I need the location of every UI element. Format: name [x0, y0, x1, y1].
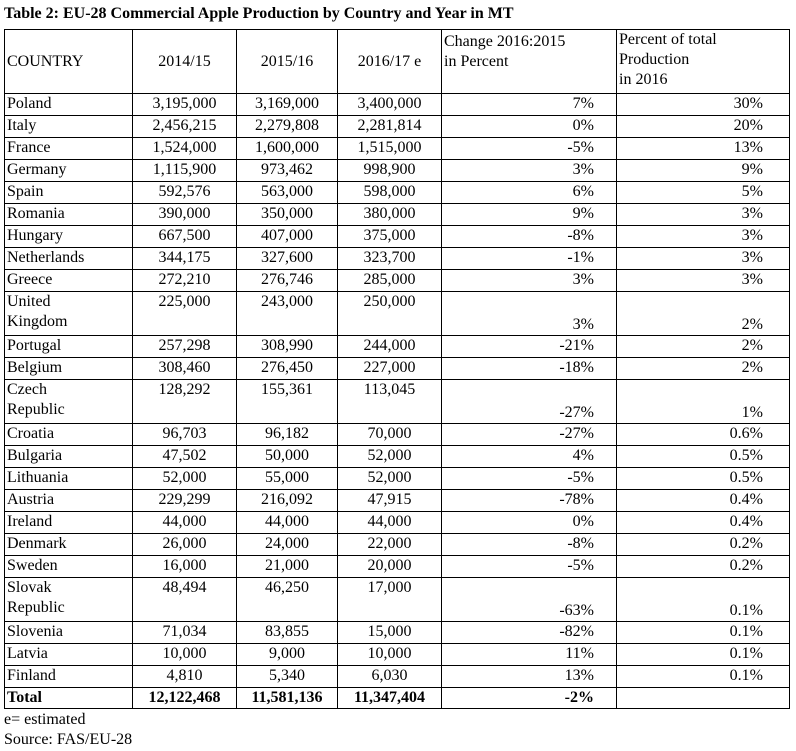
change-percent: 0%: [442, 116, 617, 138]
change-percent: 6%: [442, 182, 617, 204]
value-2016-17: 52,000: [338, 446, 442, 468]
country-cell: [5, 512, 133, 534]
share-of-production: 0.1%: [617, 578, 790, 622]
value-2015-16: 973,462: [237, 160, 338, 182]
value-2015-16: 9,000: [237, 644, 338, 666]
change-percent: -8%: [442, 534, 617, 556]
value-2016-17: 22,000: [338, 534, 442, 556]
table-row: [5, 270, 790, 292]
table-row: [5, 512, 790, 534]
table-row: [5, 622, 790, 644]
value-2016-17: 44,000: [338, 512, 442, 534]
table-body: [5, 94, 790, 688]
value-2015-16: 44,000: [237, 512, 338, 534]
value-2016-17: 285,000: [338, 270, 442, 292]
value-2015-16: 5,340: [237, 666, 338, 688]
total-2015-16: 11,581,136: [237, 688, 338, 709]
value-2015-16: 3,169,000: [237, 94, 338, 116]
value-2014-15: 71,034: [133, 622, 237, 644]
country-cell: [5, 116, 133, 138]
table-row: [5, 468, 790, 490]
header-percent-line1: Percent of total: [619, 31, 717, 48]
share-of-production: 0.2%: [617, 556, 790, 578]
country-name: Romania: [7, 205, 65, 222]
value-2016-17: 52,000: [338, 468, 442, 490]
value-2016-17: 17,000: [338, 578, 442, 622]
value-2016-17: 998,900: [338, 160, 442, 182]
value-2015-16: 350,000: [237, 204, 338, 226]
change-percent: 4%: [442, 446, 617, 468]
value-2014-15: 390,000: [133, 204, 237, 226]
share-of-production: 0.1%: [617, 622, 790, 644]
table-caption: Table 2: EU-28 Commercial Apple Production by Country and Year in MT: [4, 5, 514, 22]
change-percent: -5%: [442, 468, 617, 490]
share-of-production: 13%: [617, 138, 790, 160]
value-2016-17: 375,000: [338, 226, 442, 248]
value-2014-15: 229,299: [133, 490, 237, 512]
header-change: [442, 30, 617, 94]
total-2014-15: 12,122,468: [133, 688, 237, 709]
total-percent: [617, 688, 790, 709]
value-2014-15: 592,576: [133, 182, 237, 204]
country-name: France: [7, 139, 51, 156]
value-2015-16: 83,855: [237, 622, 338, 644]
share-of-production: 3%: [617, 270, 790, 292]
country-cell: [5, 644, 133, 666]
header-change-line1: Change 2016:2015: [444, 33, 566, 50]
change-percent: -82%: [442, 622, 617, 644]
table-row: [5, 248, 790, 270]
country-name: Sweden: [7, 557, 58, 574]
table-row: [5, 116, 790, 138]
country-name: Germany: [7, 161, 67, 178]
country-name: United: [7, 293, 51, 310]
change-percent: -5%: [442, 556, 617, 578]
country-name: Italy: [7, 117, 37, 134]
country-cell: [5, 358, 133, 380]
country-cell: [5, 446, 133, 468]
share-of-production: 2%: [617, 358, 790, 380]
value-2016-17: 70,000: [338, 424, 442, 446]
country-cell: [5, 182, 133, 204]
value-2015-16: 276,746: [237, 270, 338, 292]
country-cell: [5, 556, 133, 578]
value-2015-16: 308,990: [237, 336, 338, 358]
value-2014-15: 44,000: [133, 512, 237, 534]
change-percent: 7%: [442, 94, 617, 116]
header-country: COUNTRY: [5, 30, 133, 94]
value-2015-16: 155,361: [237, 380, 338, 424]
table-row: [5, 226, 790, 248]
change-percent: 9%: [442, 204, 617, 226]
header-percent-line2: Production: [619, 51, 690, 68]
value-2016-17: 2,281,814: [338, 116, 442, 138]
value-2016-17: 20,000: [338, 556, 442, 578]
total-2016-17: 11,347,404: [338, 688, 442, 709]
country-cell: [5, 424, 133, 446]
share-of-production: 1%: [617, 380, 790, 424]
value-2015-16: 276,450: [237, 358, 338, 380]
value-2016-17: 380,000: [338, 204, 442, 226]
header-2014-15: 2014/15: [133, 30, 237, 94]
table-row: [5, 292, 790, 336]
country-cell: [5, 468, 133, 490]
value-2014-15: 128,292: [133, 380, 237, 424]
country-cell: [5, 578, 133, 622]
country-name: Greece: [7, 271, 53, 288]
country-name-line2: Republic: [7, 401, 65, 418]
table-row: [5, 446, 790, 468]
header-row: [5, 30, 790, 94]
table-row: [5, 380, 790, 424]
table-row: [5, 160, 790, 182]
value-2015-16: 55,000: [237, 468, 338, 490]
value-2016-17: 1,515,000: [338, 138, 442, 160]
share-of-production: 20%: [617, 116, 790, 138]
share-of-production: 2%: [617, 336, 790, 358]
value-2016-17: 6,030: [338, 666, 442, 688]
change-percent: -63%: [442, 578, 617, 622]
country-name: Bulgaria: [7, 447, 63, 464]
table-row: [5, 358, 790, 380]
change-percent: -27%: [442, 380, 617, 424]
table-row: [5, 138, 790, 160]
value-2016-17: 15,000: [338, 622, 442, 644]
value-2014-15: 47,502: [133, 446, 237, 468]
value-2014-15: 2,456,215: [133, 116, 237, 138]
country-name: Belgium: [7, 359, 63, 376]
share-of-production: 30%: [617, 94, 790, 116]
country-cell: [5, 270, 133, 292]
country-name: Czech: [7, 381, 47, 398]
country-name: Croatia: [7, 425, 55, 442]
value-2014-15: 3,195,000: [133, 94, 237, 116]
change-percent: 0%: [442, 512, 617, 534]
value-2015-16: 563,000: [237, 182, 338, 204]
share-of-production: 0.5%: [617, 468, 790, 490]
value-2014-15: 225,000: [133, 292, 237, 336]
country-name: Lithuania: [7, 469, 69, 486]
table-row: [5, 578, 790, 622]
value-2014-15: 52,000: [133, 468, 237, 490]
country-cell: [5, 292, 133, 336]
header-change-line2: in Percent: [444, 53, 509, 70]
table-row: [5, 204, 790, 226]
value-2014-15: 257,298: [133, 336, 237, 358]
share-of-production: 0.1%: [617, 666, 790, 688]
note-source: Source: FAS/EU-28: [4, 731, 133, 748]
value-2014-15: 4,810: [133, 666, 237, 688]
country-name: Ireland: [7, 513, 53, 530]
value-2014-15: 1,115,900: [133, 160, 237, 182]
change-percent: 3%: [442, 292, 617, 336]
value-2016-17: 598,000: [338, 182, 442, 204]
value-2015-16: 96,182: [237, 424, 338, 446]
country-cell: [5, 160, 133, 182]
country-name: Austria: [7, 491, 55, 508]
change-percent: -18%: [442, 358, 617, 380]
share-of-production: 3%: [617, 248, 790, 270]
country-name: Finland: [7, 667, 56, 684]
country-cell: [5, 666, 133, 688]
country-name: Denmark: [7, 535, 67, 552]
value-2016-17: 227,000: [338, 358, 442, 380]
value-2014-15: 10,000: [133, 644, 237, 666]
country-name: Portugal: [7, 337, 62, 354]
value-2016-17: 3,400,000: [338, 94, 442, 116]
value-2014-15: 1,524,000: [133, 138, 237, 160]
change-percent: 3%: [442, 160, 617, 182]
value-2015-16: 2,279,808: [237, 116, 338, 138]
table-row: [5, 182, 790, 204]
table-row: [5, 556, 790, 578]
value-2014-15: 667,500: [133, 226, 237, 248]
table-row: [5, 336, 790, 358]
value-2015-16: 216,092: [237, 490, 338, 512]
value-2014-15: 26,000: [133, 534, 237, 556]
value-2014-15: 308,460: [133, 358, 237, 380]
value-2016-17: 10,000: [338, 644, 442, 666]
change-percent: 13%: [442, 666, 617, 688]
change-percent: -27%: [442, 424, 617, 446]
country-cell: [5, 248, 133, 270]
share-of-production: 0.2%: [617, 534, 790, 556]
table-notes: [4, 710, 132, 750]
header-2016-17: 2016/17 e: [338, 30, 442, 94]
value-2015-16: 1,600,000: [237, 138, 338, 160]
note-estimated: e= estimated: [4, 711, 86, 728]
header-percent: [617, 30, 790, 94]
country-cell: [5, 138, 133, 160]
share-of-production: 0.6%: [617, 424, 790, 446]
country-name: Netherlands: [7, 249, 85, 266]
country-cell: [5, 490, 133, 512]
value-2016-17: 244,000: [338, 336, 442, 358]
total-change: -2%: [442, 688, 617, 709]
change-percent: -5%: [442, 138, 617, 160]
value-2016-17: 323,700: [338, 248, 442, 270]
value-2014-15: 344,175: [133, 248, 237, 270]
share-of-production: 3%: [617, 204, 790, 226]
value-2016-17: 47,915: [338, 490, 442, 512]
table-row: [5, 534, 790, 556]
country-cell: [5, 534, 133, 556]
country-cell: [5, 94, 133, 116]
value-2015-16: 50,000: [237, 446, 338, 468]
country-cell: [5, 622, 133, 644]
table-row: [5, 94, 790, 116]
country-cell: [5, 204, 133, 226]
change-percent: -78%: [442, 490, 617, 512]
country-name-line2: Republic: [7, 599, 65, 616]
country-name: Hungary: [7, 227, 63, 244]
value-2015-16: 327,600: [237, 248, 338, 270]
share-of-production: 5%: [617, 182, 790, 204]
value-2015-16: 46,250: [237, 578, 338, 622]
change-percent: 3%: [442, 270, 617, 292]
table-row: [5, 666, 790, 688]
table-row: [5, 424, 790, 446]
total-row: [5, 688, 790, 709]
value-2015-16: 243,000: [237, 292, 338, 336]
country-name: Slovenia: [7, 623, 63, 640]
value-2016-17: 113,045: [338, 380, 442, 424]
header-2015-16: 2015/16: [237, 30, 338, 94]
country-cell: [5, 380, 133, 424]
table-row: [5, 490, 790, 512]
value-2015-16: 21,000: [237, 556, 338, 578]
share-of-production: 0.1%: [617, 644, 790, 666]
share-of-production: 0.5%: [617, 446, 790, 468]
share-of-production: 0.4%: [617, 512, 790, 534]
share-of-production: 3%: [617, 226, 790, 248]
value-2015-16: 407,000: [237, 226, 338, 248]
value-2015-16: 24,000: [237, 534, 338, 556]
country-cell: [5, 226, 133, 248]
change-percent: 11%: [442, 644, 617, 666]
share-of-production: 9%: [617, 160, 790, 182]
share-of-production: 0.4%: [617, 490, 790, 512]
value-2014-15: 48,494: [133, 578, 237, 622]
total-label: Total: [5, 688, 133, 709]
country-name: Latvia: [7, 645, 48, 662]
country-cell: [5, 336, 133, 358]
value-2016-17: 250,000: [338, 292, 442, 336]
country-name: Spain: [7, 183, 44, 200]
change-percent: -1%: [442, 248, 617, 270]
change-percent: -21%: [442, 336, 617, 358]
country-name: Slovak: [7, 579, 52, 596]
change-percent: -8%: [442, 226, 617, 248]
country-name: Poland: [7, 95, 52, 112]
value-2014-15: 16,000: [133, 556, 237, 578]
table-row: [5, 644, 790, 666]
share-of-production: 2%: [617, 292, 790, 336]
header-percent-line3: in 2016: [619, 71, 668, 88]
apple-production-table: [4, 29, 790, 709]
country-name-line2: Kingdom: [7, 313, 68, 330]
value-2014-15: 272,210: [133, 270, 237, 292]
value-2014-15: 96,703: [133, 424, 237, 446]
